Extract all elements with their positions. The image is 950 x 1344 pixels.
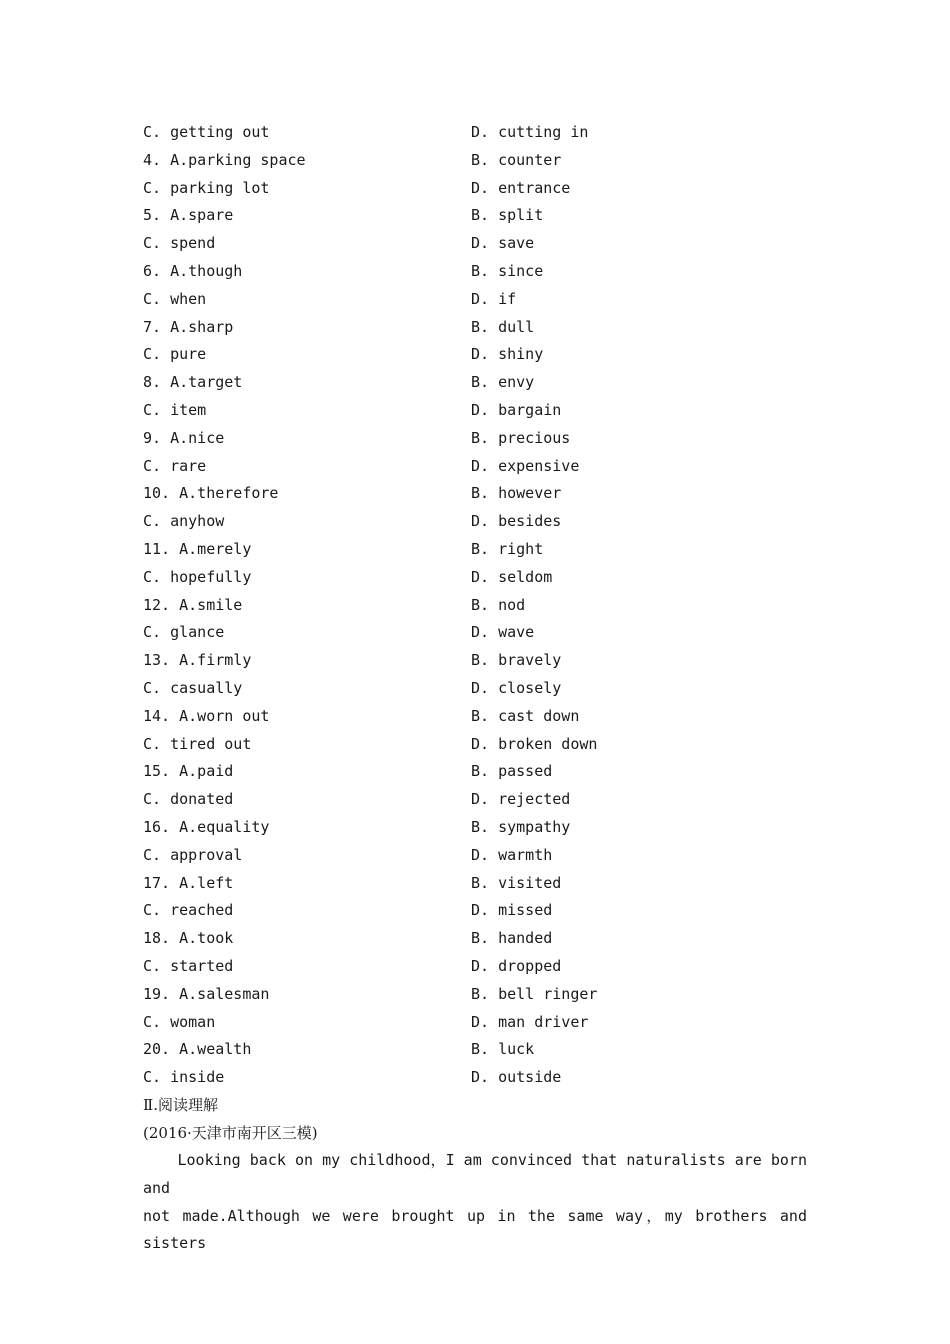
option-right: B. luck bbox=[471, 1040, 535, 1059]
option-row bbox=[143, 647, 823, 675]
option-right: B. sympathy bbox=[471, 817, 571, 836]
option-row bbox=[143, 925, 823, 953]
option-row bbox=[143, 981, 823, 1009]
option-left: 9. A.nice bbox=[143, 428, 225, 447]
option-right: D. if bbox=[471, 289, 517, 308]
option-right: B. since bbox=[471, 261, 544, 280]
option-left: C. inside bbox=[143, 1068, 225, 1087]
option-left: C. tired out bbox=[143, 734, 252, 753]
option-left: 16. A.equality bbox=[143, 817, 270, 836]
option-left: C. hopefully bbox=[143, 567, 252, 586]
option-left: C. started bbox=[143, 956, 234, 975]
option-left: C. approval bbox=[143, 845, 243, 864]
option-left: 4. A.parking space bbox=[143, 150, 306, 169]
option-row bbox=[143, 508, 823, 536]
option-left: C. anyhow bbox=[143, 512, 225, 531]
option-left: C. donated bbox=[143, 790, 234, 809]
option-left: 15. A.paid bbox=[143, 762, 234, 781]
option-right: B. however bbox=[471, 484, 562, 503]
option-right: B. precious bbox=[471, 428, 571, 447]
option-right: D. entrance bbox=[471, 178, 571, 197]
option-right: B. split bbox=[471, 206, 544, 225]
option-row bbox=[143, 1064, 823, 1092]
option-right: D. warmth bbox=[471, 845, 553, 864]
option-left: 13. A.firmly bbox=[143, 651, 252, 670]
section-title: Ⅱ.阅读理解 bbox=[143, 1096, 218, 1114]
reading-passage bbox=[143, 1147, 807, 1258]
option-left: 17. A.left bbox=[143, 873, 234, 892]
option-left: C. woman bbox=[143, 1012, 216, 1031]
passage-line-2: not made.Although we were brought up in the same way，my brothers and sisters bbox=[143, 1206, 807, 1253]
option-right: D. outside bbox=[471, 1068, 562, 1087]
option-row bbox=[143, 703, 823, 731]
option-right: B. right bbox=[471, 539, 544, 558]
option-right: D. missed bbox=[471, 901, 553, 920]
option-row bbox=[143, 258, 823, 286]
option-row bbox=[143, 953, 823, 981]
option-right: D. dropped bbox=[471, 956, 562, 975]
option-left: 14. A.worn out bbox=[143, 706, 270, 725]
option-row bbox=[143, 870, 823, 898]
option-right: B. passed bbox=[471, 762, 553, 781]
option-row bbox=[143, 536, 823, 564]
option-left: 19. A.salesman bbox=[143, 984, 270, 1003]
option-row bbox=[143, 397, 823, 425]
option-right: D. expensive bbox=[471, 456, 580, 475]
option-left: 7. A.sharp bbox=[143, 317, 234, 336]
option-row bbox=[143, 453, 823, 481]
option-right: D. rejected bbox=[471, 790, 571, 809]
option-row bbox=[143, 369, 823, 397]
option-row bbox=[143, 619, 823, 647]
option-row bbox=[143, 786, 823, 814]
option-right: D. wave bbox=[471, 623, 535, 642]
option-right: B. bravely bbox=[471, 651, 562, 670]
option-row bbox=[143, 592, 823, 620]
option-left: 11. A.merely bbox=[143, 539, 252, 558]
option-left: 8. A.target bbox=[143, 373, 243, 392]
option-right: D. save bbox=[471, 234, 535, 253]
option-row bbox=[143, 480, 823, 508]
option-row bbox=[143, 814, 823, 842]
option-right: D. besides bbox=[471, 512, 562, 531]
option-row bbox=[143, 675, 823, 703]
option-row bbox=[143, 119, 823, 147]
option-right: D. shiny bbox=[471, 345, 544, 364]
option-right: B. nod bbox=[471, 595, 526, 614]
option-left: C. when bbox=[143, 289, 207, 308]
option-right: B. dull bbox=[471, 317, 535, 336]
answer-options-list bbox=[143, 119, 823, 1092]
option-row bbox=[143, 202, 823, 230]
option-left: C. glance bbox=[143, 623, 225, 642]
option-right: B. counter bbox=[471, 150, 562, 169]
option-row bbox=[143, 1009, 823, 1037]
option-row bbox=[143, 175, 823, 203]
option-left: C. item bbox=[143, 400, 207, 419]
option-left: 18. A.took bbox=[143, 929, 234, 948]
option-right: B. bell ringer bbox=[471, 984, 598, 1003]
option-right: D. broken down bbox=[471, 734, 598, 753]
option-right: D. bargain bbox=[471, 400, 562, 419]
option-left: 12. A.smile bbox=[143, 595, 243, 614]
option-left: 6. A.though bbox=[143, 261, 243, 280]
option-row bbox=[143, 286, 823, 314]
option-left: C. reached bbox=[143, 901, 234, 920]
option-right: B. handed bbox=[471, 929, 553, 948]
option-left: 10. A.therefore bbox=[143, 484, 279, 503]
option-row bbox=[143, 230, 823, 258]
option-left: 20. A.wealth bbox=[143, 1040, 252, 1059]
option-row bbox=[143, 1036, 823, 1064]
option-row bbox=[143, 425, 823, 453]
option-row bbox=[143, 341, 823, 369]
option-right: D. man driver bbox=[471, 1012, 589, 1031]
option-left: C. rare bbox=[143, 456, 207, 475]
option-right: D. cutting in bbox=[471, 123, 589, 141]
option-left: C. spend bbox=[143, 234, 216, 253]
option-right: D. closely bbox=[471, 678, 562, 697]
source-note: (2016·天津市南开区三模) bbox=[143, 1124, 318, 1142]
option-right: D. seldom bbox=[471, 567, 553, 586]
option-right: B. visited bbox=[471, 873, 562, 892]
passage-line-1: Looking back on my childhood，I am convinced that naturalists are born and bbox=[143, 1151, 807, 1197]
option-row bbox=[143, 842, 823, 870]
option-left: C. casually bbox=[143, 678, 243, 697]
option-left: C. getting out bbox=[143, 123, 270, 141]
option-row bbox=[143, 897, 823, 925]
option-row bbox=[143, 731, 823, 759]
option-right: B. cast down bbox=[471, 706, 580, 725]
option-left: C. parking lot bbox=[143, 178, 270, 197]
option-row bbox=[143, 314, 823, 342]
option-row bbox=[143, 564, 823, 592]
option-left: C. pure bbox=[143, 345, 207, 364]
option-row bbox=[143, 758, 823, 786]
option-row bbox=[143, 147, 823, 175]
option-right: B. envy bbox=[471, 373, 535, 392]
option-left: 5. A.spare bbox=[143, 206, 234, 225]
